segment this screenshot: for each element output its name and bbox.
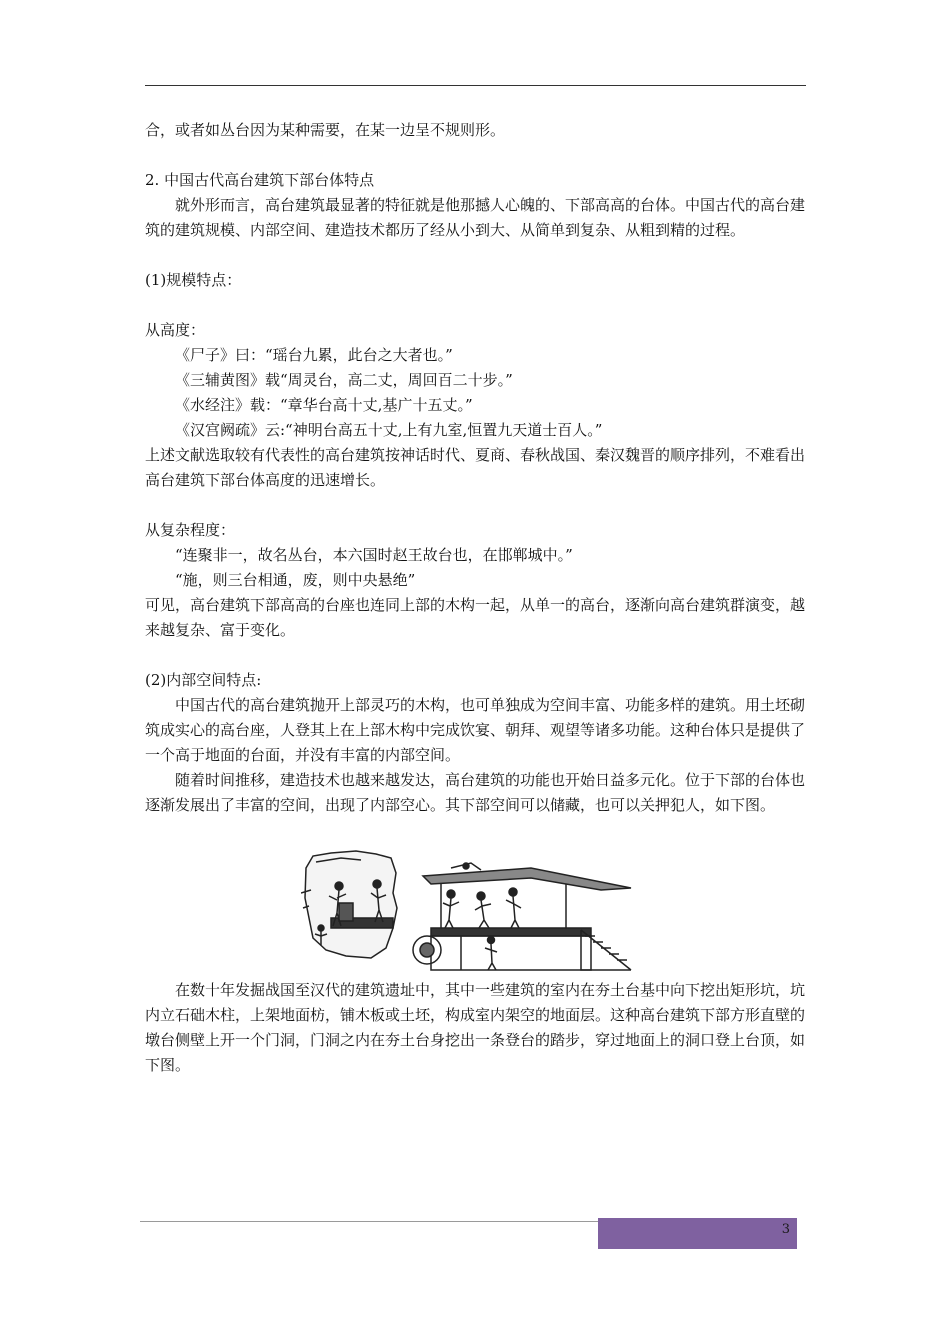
- paragraph: 就外形而言，高台建筑最显著的特征就是他那撼人心魄的、下部高高的台体。中国古代的高台建筑的建筑规模、内部空间、建造技术都历了经从小到大、从简单到复杂、从粗到精的过程。: [145, 196, 806, 239]
- quotation: 《汉宫阙疏》云:“神明台高五十丈,上有九室,恒置九天道士百人。”: [175, 421, 603, 439]
- paragraph: 中国古代的高台建筑抛开上部灵巧的木构，也可单独成为空间丰富、功能多样的建筑。用土坯砌筑成实心的高台座，人登其上在上部木构中完成饮宴、朝拜、观望等诸多功能。这种台体只是提供了一个高于地面的台面，并没有丰富的内部空间。: [145, 696, 806, 764]
- quotation: “连聚非一，故名丛台，本六国时赵王故台也，在邯郸城中。”: [175, 546, 573, 564]
- document-body: [145, 118, 806, 1078]
- quotation: 《尸子》曰：“瑶台九累，此台之大者也。”: [175, 346, 453, 364]
- tomb-relief-figure: [145, 848, 806, 978]
- page-number: 3: [781, 1222, 790, 1237]
- footer-rule: [140, 1221, 598, 1222]
- header-rule: [145, 85, 806, 86]
- subheading: 从复杂程度：: [145, 521, 236, 539]
- paragraph: 合，或者如丛台因为某种需要，在某一边呈不规则形。: [145, 121, 506, 139]
- subsection-heading: (2)内部空间特点:: [145, 671, 262, 689]
- paragraph: 在数十年发掘战国至汉代的建筑遗址中，其中一些建筑的室内在夯土台基中向下挖出矩形坑，坑内立石础木柱，上架地面枋，铺木板或土坯，构成室内架空的地面层。这种高台建筑下部方形直壁的墩台侧壁上开一个门洞，门洞之内在夯土台身挖出一条登台的踏步，穿过地面上的洞口登上台顶，如下图。: [145, 981, 806, 1074]
- quotation: “施，则三台相通，废，则中央悬绝”: [175, 571, 416, 589]
- quotation: 《水经注》载：“章华台高十丈,基广十五丈。”: [175, 396, 473, 414]
- paragraph: 随着时间推移，建造技术也越来越发达，高台建筑的功能也开始日益多元化。位于下部的台体也逐渐发展出了丰富的空间，出现了内部空心。其下部空间可以储藏，也可以关押犯人，如下图。: [145, 771, 806, 814]
- subsection-heading: (1)规模特点：: [145, 271, 242, 289]
- subheading: 从高度：: [145, 321, 206, 339]
- high-platform-illustration: [301, 848, 651, 976]
- section-heading: 2. 中国古代高台建筑下部台体特点: [145, 171, 375, 189]
- paragraph: 可见，高台建筑下部高高的台座也连同上部的木构一起，从单一的高台，逐渐向高台建筑群演变，越来越复杂、富于变化。: [145, 596, 806, 639]
- page-number-box: [598, 1218, 797, 1249]
- quotation: 《三辅黄图》载“周灵台，高二丈，周回百二十步。”: [175, 371, 513, 389]
- paragraph: 上述文献选取较有代表性的高台建筑按神话时代、夏商、春秋战国、秦汉魏晋的顺序排列，不难看出高台建筑下部台体高度的迅速增长。: [145, 446, 806, 489]
